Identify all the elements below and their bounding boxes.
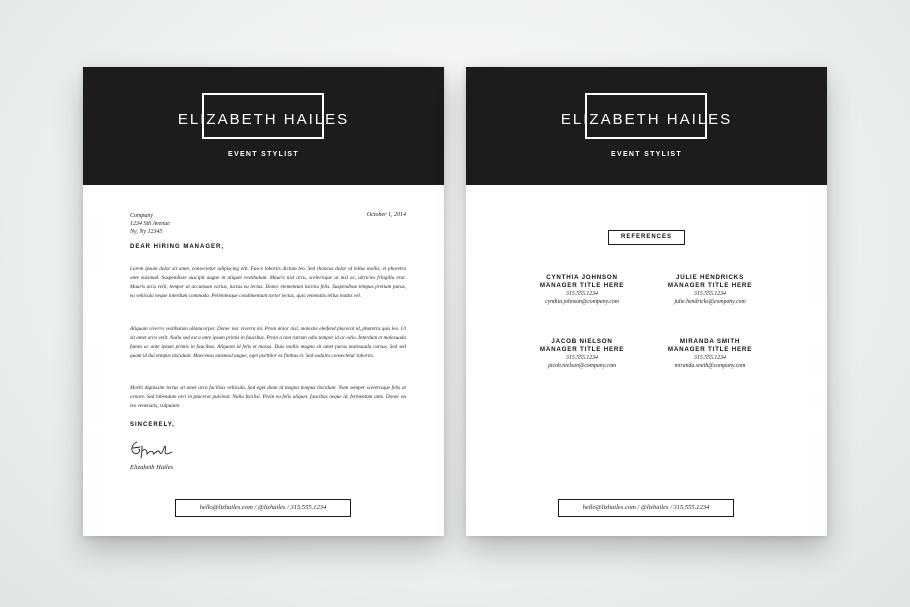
letter-date: October 1, 2014 [366,212,406,218]
address-company: Company [130,213,153,219]
letter-closing: SINCERELY, [130,422,175,428]
letterhead-title: EVENT STYLIST [611,151,682,158]
reference-title: MANAGER TITLE HERE [539,346,625,353]
reference-entry [650,274,770,306]
address-street: 1234 Sth Avenue [130,221,170,227]
reference-email: miranda.smith@company.com [674,363,746,369]
reference-phone: 315.555.1234 [694,355,726,361]
letterhead-header [466,67,827,185]
contact-footer: hello@lizhailes.com / @lizhailes / 315.555.1234 [175,499,351,517]
letter-greeting: DEAR HIRING MANAGER, [130,244,225,250]
references-page [466,67,827,536]
reference-email: cynthia.johnson@company.com [545,299,619,305]
reference-title: MANAGER TITLE HERE [667,346,753,353]
reference-title: MANAGER TITLE HERE [539,282,625,289]
reference-phone: 315.555.1234 [566,291,598,297]
letter-paragraph: Lorem ipsum dolor sit amet, consectetur adipiscing elit. Fusce lobortis dictum leo. Sed rhoncus dolor id tellus mollis, et pharetra ante euismod. Suspendisse suscipit augue in aliquet vestibulum. Mauris nisl arcu, scelerisque ut nisl ac, ultricies fringilla erat. Mauris arcu velit, tempor at accumsan varius, luctus eu lectus. Donec elementum lacinia felis. Suspendisse tempus pretium purus, eu vehicula neque interdum commodo. Pellentesque condimentum tortor lectus, quis venenatis tellus mattis vel. [130,266,406,299]
cover-letter-page [83,67,444,536]
reference-name: CYNTHIA JOHNSON [546,274,618,281]
reference-phone: 315.555.1234 [566,355,598,361]
reference-name: JACOB NIELSON [551,338,613,345]
reference-entry [522,274,642,306]
letterhead-header [83,67,444,185]
reference-phone: 315.555.1234 [694,291,726,297]
reference-name: MIRANDA SMITH [679,338,741,345]
address-city: Ny, Ny 12345 [130,229,163,235]
references-heading: REFERENCES [608,230,685,245]
contact-footer: hello@lizhailes.com / @lizhailes / 315.555.1234 [558,499,734,517]
reference-title: MANAGER TITLE HERE [667,282,753,289]
letterhead-name: ELIZABETH HAILES [560,111,733,128]
signer-name: Elizabeth Hailes [130,464,174,471]
letter-paragraph: Aliquam viverra vestibulum ullamcorper. Donec nec viverra mi. Proin dolor nisl, molestie eleifend placerat id, pharetra quis leo. Ut sit amet arcu velit. Nulla sed est a ante ipsum primis in faucibus. Proin a non rutrum odio tempor id ac odio. Interdum et malesuada fames ac ante ipsum primis in faucibus. Aliquam id felis et massa. Duis mollis magna sit amet purus malesuada cursus. Sed sed quam id dui tempus tincidunt. Maecenas euismod augue, eget porttitor ex finibus et. Sed sodales consectetur lobortis. [130,326,406,359]
signature-image [128,436,180,462]
letterhead-name: ELIZABETH HAILES [177,111,350,128]
letterhead-title: EVENT STYLIST [228,151,299,158]
recipient-address [130,212,170,236]
reference-entry [522,338,642,370]
reference-email: jacob.nielson@company.com [547,363,617,369]
letter-paragraph: Morbi dignissim lectus sit amet arcu facilisis vehicula. Sed eget diam id magna tempus tincidunt. Nam semper scelerisque felis ut ornare. Sed bibendum orci in placerat pulvinar. Nulla facilisi. Proin eu felis aliquet, faucibus neque id, fermentum ante. Donec eu leo venenatis, vulputate. [130,385,406,409]
reference-entry [650,338,770,370]
reference-email: julie.hendricks@company.com [674,299,746,305]
reference-name: JULIE HENDRICKS [675,274,745,281]
